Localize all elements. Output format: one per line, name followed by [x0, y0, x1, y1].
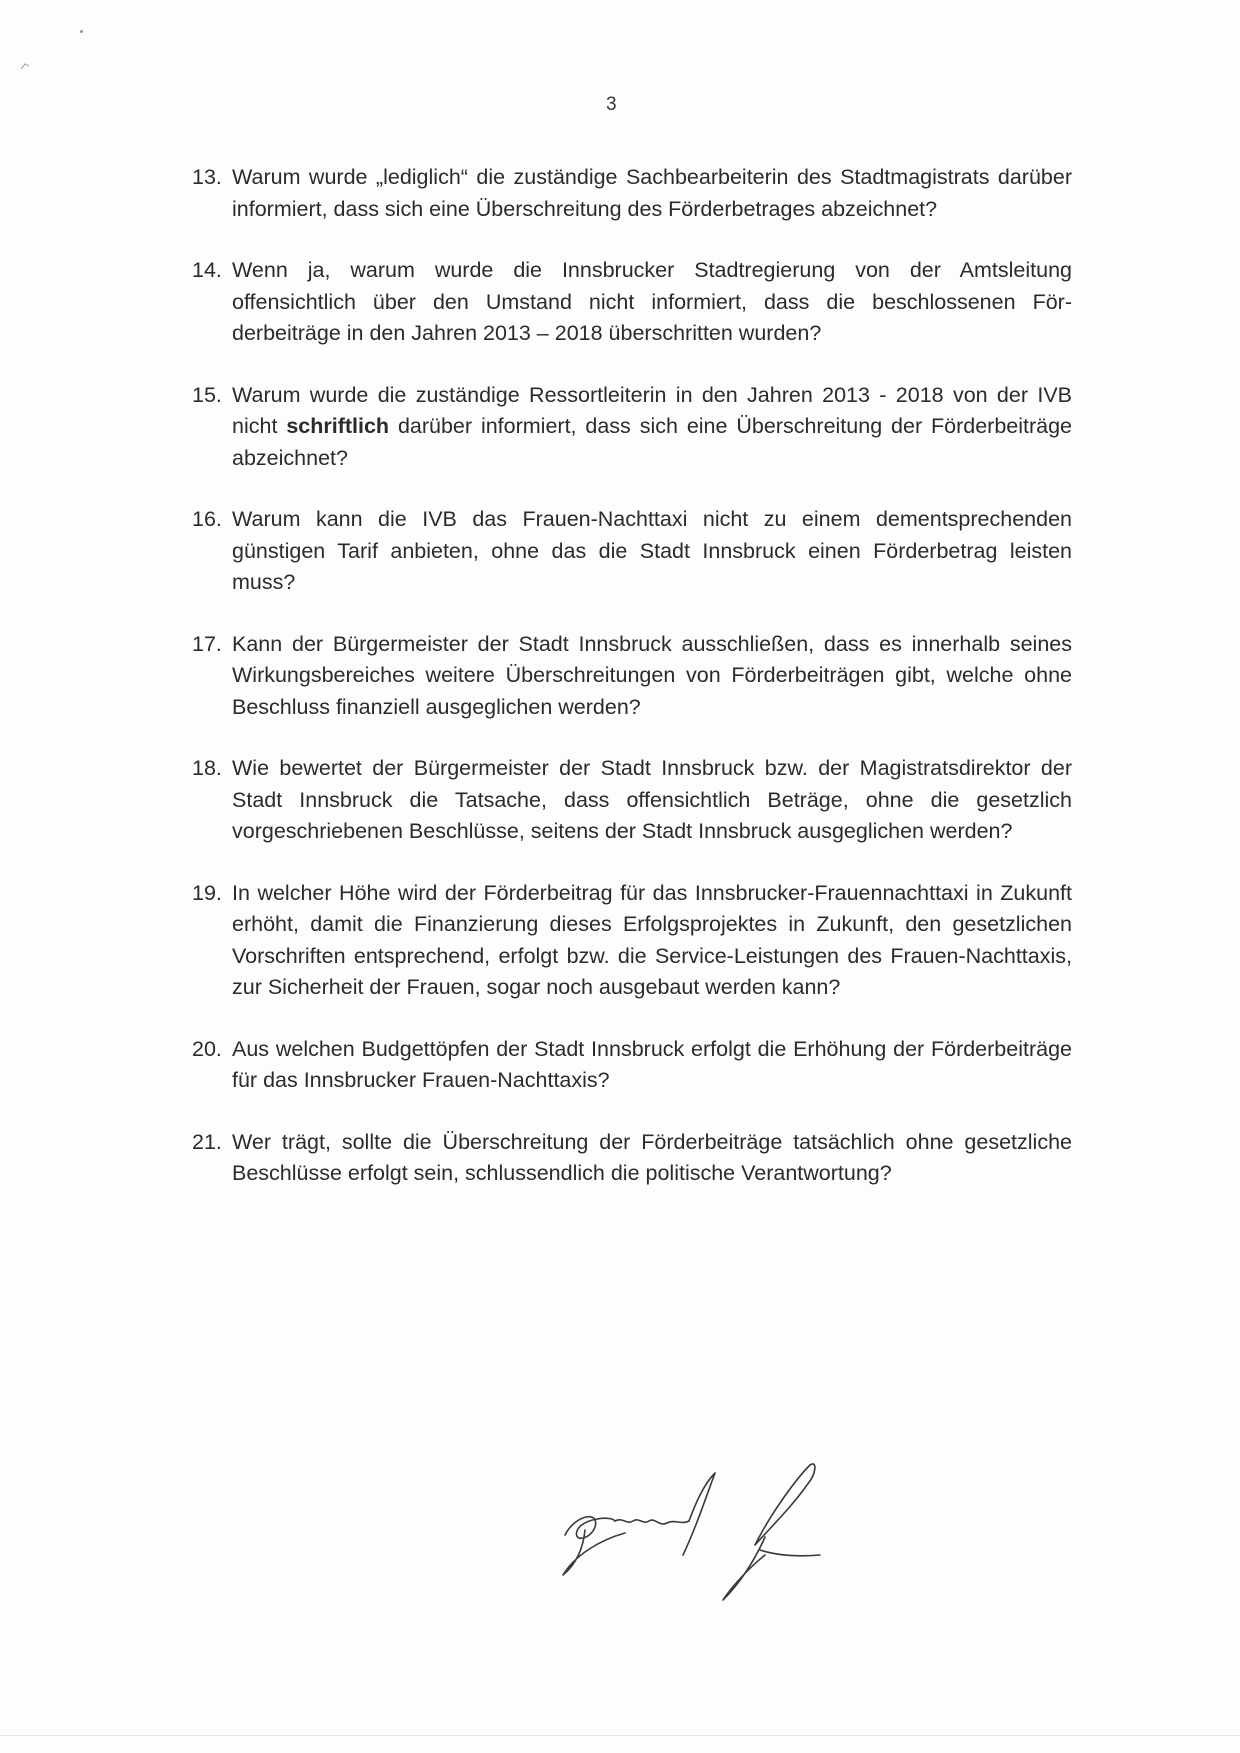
question-number: 16. — [192, 507, 222, 531]
question-item — [192, 162, 1072, 225]
question-text: In welcher Höhe wird der Förderbeitrag für das Innsbrucker-Frauennachttaxi in Zukunft erhöht, damit die Finanzierung dieses Erfolgsprojektes in Zukunft, den gesetzlichen Vorschriften entsprechend, erfolgt bzw. die Service-Leistungen des Frauen-Nachttaxis, zur Sicherheit der Frauen, sogar noch ausgebaut werden kann? — [232, 880, 1072, 999]
scan-speck-icon — [20, 62, 30, 70]
question-text: Warum wurde „lediglich“ die zuständige Sachbearbeiterin des Stadtmagistrats darüber informiert, dass sich eine Überschreitung des Förderbetrages abzeichnet? — [232, 165, 1072, 221]
question-item — [192, 629, 1072, 724]
scan-edge-line — [0, 1735, 1240, 1736]
question-text: Wer trägt, sollte die Überschreitung der Förderbeiträge tatsächlich ohne gesetzliche Beschlüsse erfolgt sein, schlussendlich die politische Verantwortung? — [232, 1129, 1072, 1185]
question-number: 20. — [192, 1036, 222, 1061]
question-item — [192, 1127, 1072, 1190]
question-text: Kann der Bürgermeister der Stadt Innsbruck ausschließen, dass es innerhalb seines Wirkungsbereiches weitere Überschreitungen von Förderbeiträgen gibt, welche ohne Beschluss finanziell ausgeglichen werden? — [232, 631, 1072, 719]
question-list — [192, 162, 1072, 1220]
question-number: 13. — [192, 165, 222, 189]
scan-speck — [80, 30, 83, 33]
question-text: Wie bewertet der Bürgermeister der Stadt Innsbruck bzw. der Magistratsdirektor der Stadt Innsbruck die Tatsache, dass offensichtlich Beträge, ohne die gesetzlich vorgeschriebenen Beschlüsse, seitens der Stadt Innsbruck ausgeglichen werden? — [232, 756, 1072, 843]
question-number: 19. — [192, 880, 222, 905]
question-text — [232, 383, 1072, 470]
question-number: 15. — [192, 382, 222, 407]
question-number: 21. — [192, 1129, 222, 1154]
question-text: Warum kann die IVB das Frauen-Nachttaxi nicht zu einem dementsprechenden günstigen Tarif anbieten, ohne das die Stadt Innsbruck einen Förderbetrag leisten muss? — [232, 507, 1072, 594]
question-item — [192, 255, 1072, 350]
question-text-part: darüber informiert, dass sich eine Überschreitung der Förderbeiträge abzeichnet? — [232, 414, 1073, 470]
question-text: Aus welchen Budgettöpfen der Stadt Innsbruck erfolgt die Erhöhung der Förderbeiträge für das Innsbrucker Frauen-Nachttaxis? — [232, 1036, 1072, 1092]
handwritten-signature — [555, 1455, 895, 1615]
question-item — [192, 504, 1072, 599]
question-number: 14. — [192, 258, 222, 282]
question-item — [192, 380, 1072, 475]
question-number: 17. — [192, 631, 222, 656]
emphasis-bold: schriftlich — [286, 414, 390, 438]
question-item — [192, 1034, 1072, 1097]
question-item — [192, 753, 1072, 848]
question-number: 18. — [192, 756, 222, 780]
question-text: Wenn ja, warum wurde die Innsbrucker Stadtregierung von der Amtsleitung offensichtlich über den Umstand nicht informiert, dass die beschlossenen Förderbeiträge in den Jahren 2013 – 2018 überschritten wurden? — [232, 258, 1072, 345]
question-item — [192, 878, 1072, 1004]
question-text-part: Warum wurde die zuständige Ressortleiterin in den Jahren 2013 - 2018 von der IVB nicht — [232, 382, 1072, 438]
page-number: 3 — [606, 94, 617, 115]
